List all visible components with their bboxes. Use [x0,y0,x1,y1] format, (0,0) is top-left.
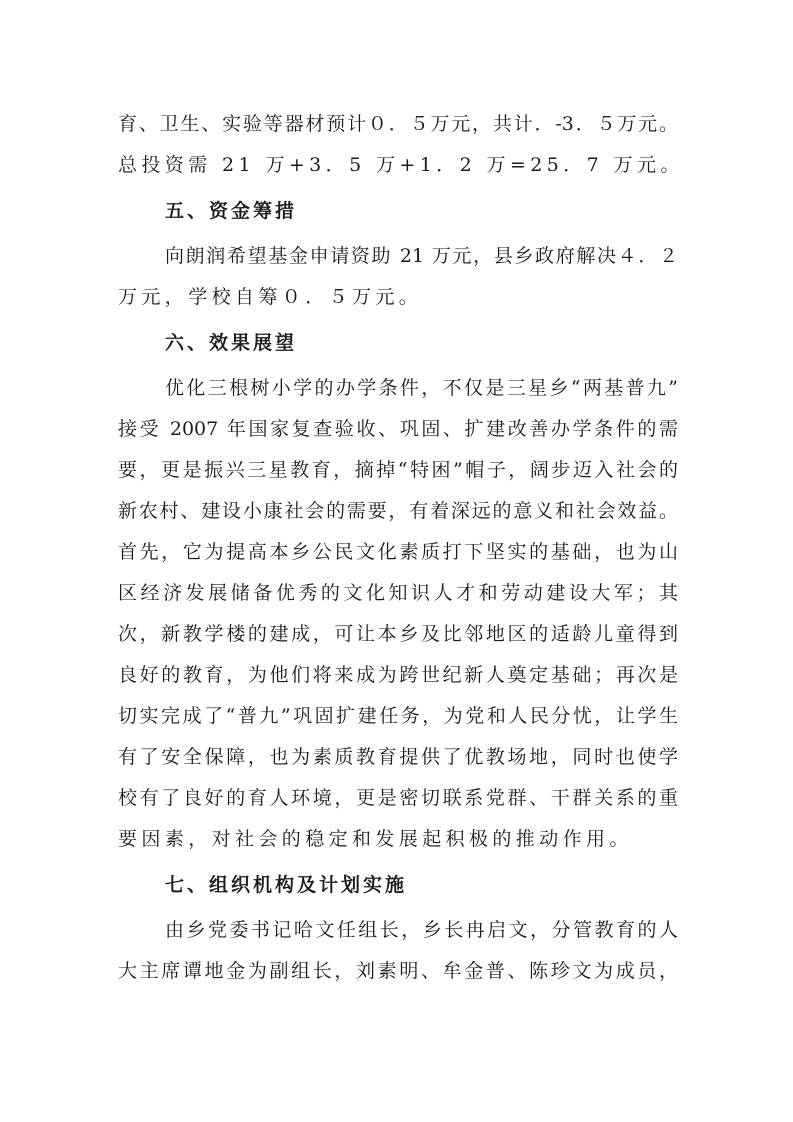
section-heading-outlook: 六、效果展望 [165,332,298,354]
paragraph-line: 首先，它为提高本乡公民文化素质打下坚实的基础，也为山 [118,541,678,563]
paragraph-line: 要因素，对社会的稳定和发展起积极的推动作用。 [118,828,633,850]
paragraph-line: 有了安全保障，也为素质教育提供了优教场地，同时也使学 [118,746,678,768]
paragraph-line: 新农村、建设小康社会的需要，有着深远的意义和社会效益。 [118,500,678,522]
text-line: 育、卫生、实验等器材预计０．５万元，共计．-3．５万元。 [118,113,678,135]
section-heading-organization: 七、组织机构及计划实施 [165,874,408,896]
text-line: 总投资需 21 万+3．5 万+1．2 万=25．7 万元。 [118,154,684,176]
paragraph-line: 良好的教育，为他们将来成为跨世纪新人奠定基础；再次是 [118,664,678,686]
paragraph-line: 大主席谭地金为副组长，刘素明、牟金普、陈珍文为成员， [118,960,678,982]
paragraph-line: 优化三根树小学的办学条件，不仅是三星乡“两基普九” [165,377,678,399]
paragraph-line: 校有了良好的育人环境，更是密切联系党群、干群关系的重 [118,787,678,809]
paragraph-line: 次，新教学楼的建成，可让本乡及比邻地区的适龄儿童得到 [118,623,678,645]
paragraph-line: 向朗润希望基金申请资助 21 万元，县乡政府解决４．２ [165,245,678,267]
paragraph-line: 切实完成了“普九”巩固扩建任务，为党和人民分忧，让学生 [118,705,678,727]
paragraph-line: 万元，学校自筹０．５万元。 [118,286,423,308]
paragraph-line: 由乡党委书记哈文任组长，乡长冉启文，分管教育的人 [165,919,678,941]
paragraph-line: 接受 2007 年国家复查验收、巩固、扩建改善办学条件的需 [118,418,678,440]
paragraph-line: 区经济发展储备优秀的文化知识人才和劳动建设大军；其 [118,582,678,604]
section-heading-funding: 五、资金筹措 [165,200,298,222]
paragraph-line: 要，更是振兴三星教育，摘掉“特困”帽子，阔步迈入社会的 [118,459,678,481]
